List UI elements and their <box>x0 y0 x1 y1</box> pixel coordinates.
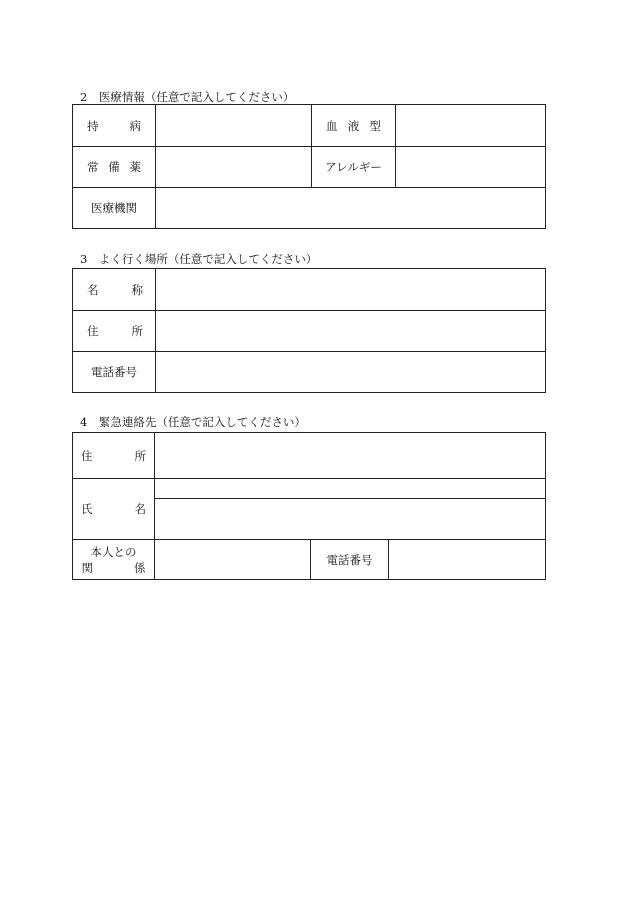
emergency-name-furigana-field[interactable] <box>155 479 546 499</box>
emergency-name-field[interactable] <box>155 499 546 540</box>
emergency-phone-field[interactable] <box>389 540 546 580</box>
medical-section-title: 2 医療情報（任意で記入してください） <box>80 90 295 104</box>
place-address-field[interactable] <box>156 311 546 352</box>
emergency-address-field[interactable] <box>155 433 546 479</box>
emergency-section-title: 4 緊急連絡先（任意で記入してください） <box>80 415 306 429</box>
place-phone-label: 電話番号 <box>73 352 156 393</box>
blood-type-field[interactable] <box>396 105 546 147</box>
emergency-phone-label: 電話番号 <box>311 540 389 580</box>
chronic-disease-label: 持 病 <box>73 105 156 147</box>
relationship-field[interactable] <box>155 540 311 580</box>
emergency-name-label: 氏 名 <box>73 479 155 540</box>
place-name-field[interactable] <box>156 269 546 311</box>
places-section-title: 3 よく行く場所（任意で記入してください） <box>80 252 318 266</box>
medical-info-table <box>72 104 546 229</box>
places-table <box>72 268 546 393</box>
regular-medicine-label: 常 備 薬 <box>73 147 156 188</box>
blood-type-label: 血 液 型 <box>312 105 396 147</box>
emergency-address-label: 住 所 <box>73 433 155 479</box>
emergency-contact-table <box>72 432 546 580</box>
medical-institution-field[interactable] <box>156 188 546 229</box>
place-name-label: 名 称 <box>73 269 156 311</box>
place-address-label: 住 所 <box>73 311 156 352</box>
regular-medicine-field[interactable] <box>156 147 312 188</box>
allergy-field[interactable] <box>396 147 546 188</box>
place-phone-field[interactable] <box>156 352 546 393</box>
relationship-label: 本人との 関 係 <box>73 540 155 580</box>
medical-institution-label: 医療機関 <box>73 188 156 229</box>
chronic-disease-field[interactable] <box>156 105 312 147</box>
allergy-label: アレルギー <box>312 147 396 188</box>
